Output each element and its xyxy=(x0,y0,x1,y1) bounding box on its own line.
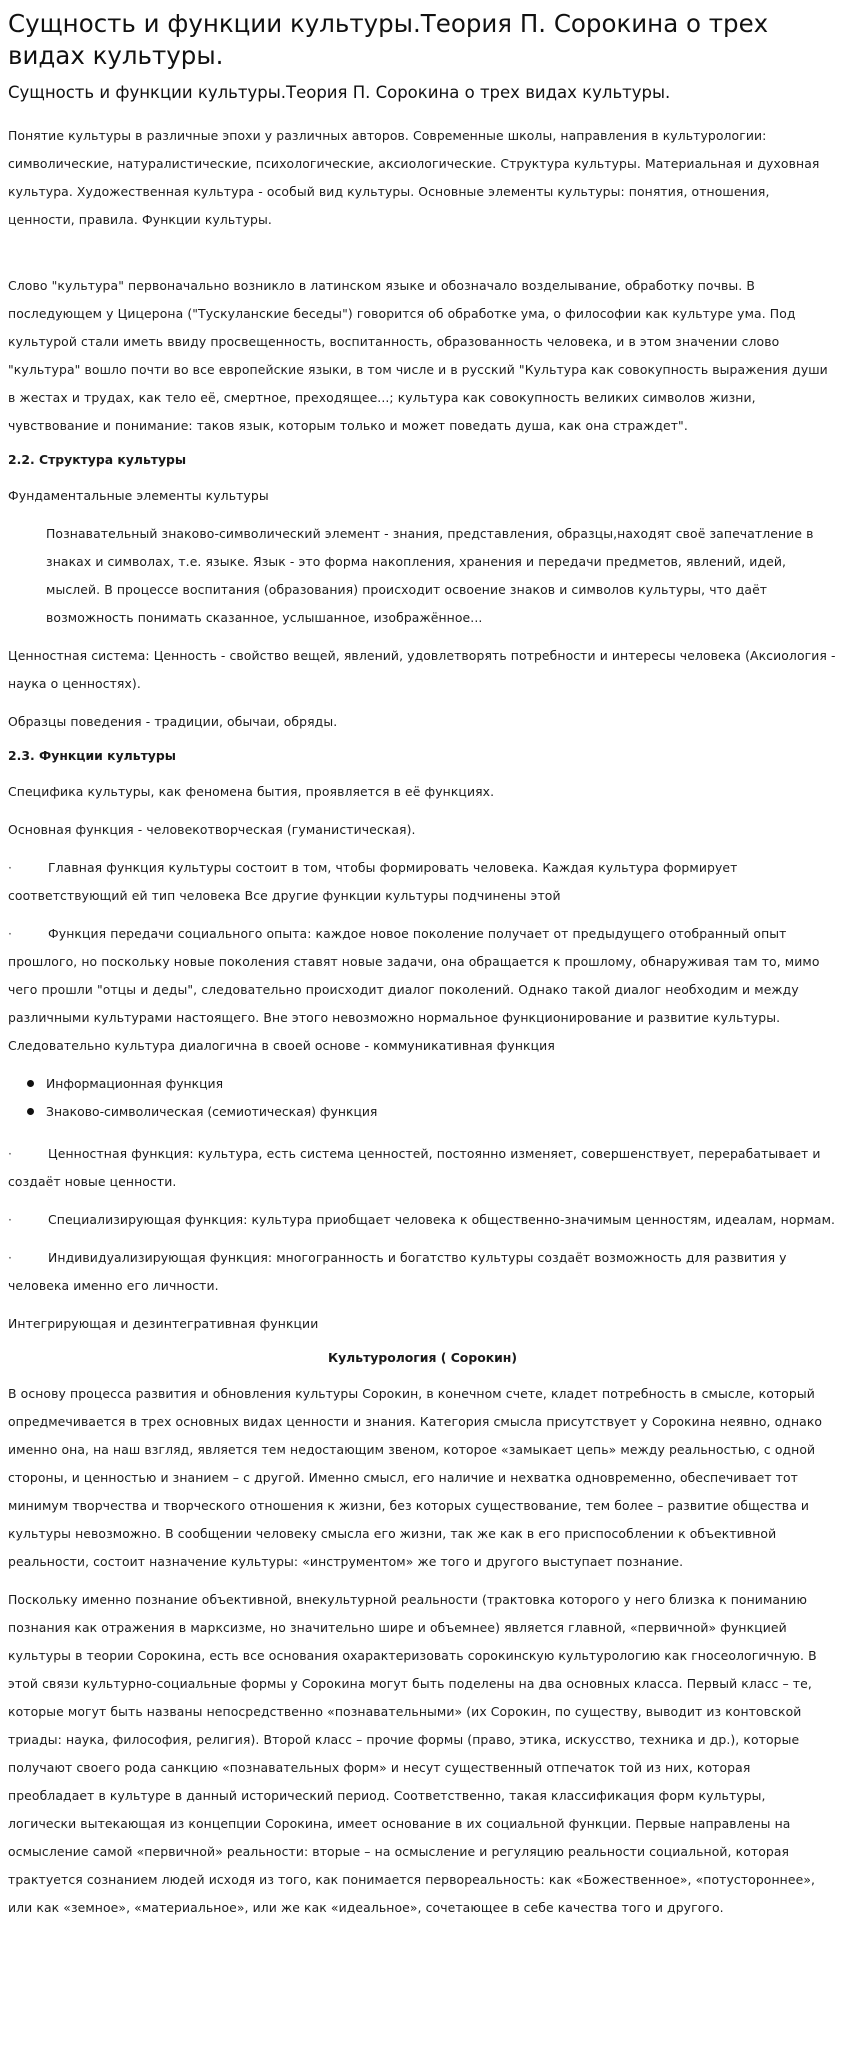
functions-bullet-list xyxy=(8,1070,837,1126)
page-subtitle: Сущность и функции культуры.Теория П. Сорокина о трех видах культуры. xyxy=(8,83,671,102)
function-transfer-text: Функция передачи социального опыта: каждое новое поколение получает от предыдущего отобранный опыт прошлого, но поскольку новые поколения ставят новые задачи, она обращается к прошлому, обнаруживая там то, мимо чего прошли "отцы и деды", следовательно происходит диалог поколений. Однако такой диалог необходим и между различными культурами настоящего. Вне этого невозможно нормальное функционирование и развитие культуры. Следовательно культура диалогична в своей основе - коммуникативная функция xyxy=(8,926,820,1053)
function-individualizing-text: Индивидуализирующая функция: многогранность и богатство культуры создаёт возможность для развития у человека именно его личности. xyxy=(8,1250,787,1293)
intro-paragraph: Понятие культуры в различные эпохи у различных авторов. Современные школы, направления в культурологии: символические, натуралистические, психологические, аксиологические. Структура культуры. Материальная и духовная культура. Художественная культура - особый вид культуры. Основные элементы культуры: понятия, отношения, ценности, правила. Функции культуры. xyxy=(8,128,820,227)
dash-marker: · xyxy=(8,1212,13,1227)
page-title: Сущность и функции культуры.Теория П. Сорокина о трех видах культуры. xyxy=(8,9,769,70)
value-system-paragraph: Ценностная система: Ценность - свойство вещей, явлений, удовлетворять потребности и интересы человека (Аксиология - наука о ценностях). xyxy=(8,648,836,691)
function-specializing-item xyxy=(8,1206,837,1234)
sorokin-paragraph-1: В основу процесса развития и обновления культуры Сорокин, в конечном счете, кладет потребность в смысле, который опредмечивается в трех основных видах ценности и знания. Категория смысла присутствует у Сорокина неявно, однако именно она, на наш взгляд, является тем недостающим звеном, которое «замыкает цепь» между реальностью, с одной стороны, и ценностью и знанием – с другой. Именно смысл, его наличие и нехватка одновременно, обеспечивает тот минимум творчества и творческого отношения к жизни, без которых существование, тем более – развитие общества и культуры невозможно. В сообщении человеку смысла его жизни, так же как в его приспособлении к объективной реальности, состоит назначение культуры: «инструментом» же того и другого выступает познание. xyxy=(8,1386,823,1569)
culturology-heading: Культурология ( Сорокин) xyxy=(327,1350,518,1365)
dash-marker: · xyxy=(8,1250,13,1265)
fundamental-elements-paragraph: Фундаментальные элементы культуры xyxy=(8,488,269,503)
main-function-paragraph: Основная функция - человекотворческая (гуманистическая). xyxy=(8,822,416,837)
function-main-text: Главная функция культуры состоит в том, чтобы формировать человека. Каждая культура формирует соответствующий ей тип человека Все другие функции культуры подчинены этой xyxy=(8,860,738,903)
cognitive-element-paragraph: Познавательный знаково-символический элемент - знания, представления, образцы,находят своё запечатление в знаках и символах, т.е. языке. Язык - это форма накопления, хранения и передачи предметов, явлений, идей, мыслей. В процессе воспитания (образования) происходит освоение знаков и символов культуры, что даёт возможность понимать сказанное, услышанное, изображённое... xyxy=(46,526,814,625)
list-item: Знаково-символическая (семиотическая) функция xyxy=(46,1098,837,1126)
function-main-item xyxy=(8,854,837,910)
integrating-paragraph: Интегрирующая и дезинтегративная функции xyxy=(8,1316,319,1331)
dash-marker: · xyxy=(8,1146,13,1161)
specifics-paragraph: Специфика культуры, как феномена бытия, проявляется в её функциях. xyxy=(8,784,495,799)
section-heading-structure: 2.2. Структура культуры xyxy=(8,452,187,467)
behavior-patterns-paragraph: Образцы поведения - традиции, обычаи, обряды. xyxy=(8,714,338,729)
word-culture-paragraph: Слово "культура" первоначально возникло в латинском языке и обозначало возделывание, обработку почвы. В последующем у Цицерона ("Тускуланские беседы") говорится об обработке ума, о философии как культуре ума. Под культурой стали иметь ввиду просвещенность, воспитанность, образованность человека, и в этом значении слово "культура" вошло почти во все европейские языки, в том числе и в русский "Культура как совокупность выражения души в жестах и трудах, как тело её, смертное, преходящее...; культура как совокупность великих символов жизни, чувствование и понимание: таков язык, которым только и может поведать душа, как она страждет". xyxy=(8,278,828,433)
list-item: Информационная функция xyxy=(46,1070,837,1098)
function-transfer-item xyxy=(8,920,837,1060)
section-heading-functions: 2.3. Функции культуры xyxy=(8,748,176,763)
dash-marker: · xyxy=(8,860,13,875)
function-value-item xyxy=(8,1140,837,1196)
dash-marker: · xyxy=(8,926,13,941)
function-individualizing-item xyxy=(8,1244,837,1300)
sorokin-paragraph-2: Поскольку именно познание объективной, внекультурной реальности (трактовка которого у него близка к пониманию познания как отражения в марксизме, но значительно шире и объемнее) является главной, «первичной» функцией культуры в теории Сорокина, есть все основания охарактеризовать сорокинскую культурологию как гносеологичную. В этой связи культурно-социальные формы у Сорокина могут быть поделены на два основных класса. Первый класс – те, которые могут быть названы непосредственно «познавательными» (их Сорокин, по существу, выводит из контовской триады: наука, философия, религия). Второй класс – прочие формы (право, этика, искусство, техника и др.), которые получают своего рода санкцию «познавательных форм» и несут существенный отпечаток той из них, которая преобладает в культуре в данный исторический период. Соответственно, такая классификация форм культуры, логически вытекающая из концепции Сорокина, имеет основание в их социальной функции. Первые направлены на осмысление самой «первичной» реальности: вторые – на осмысление и регуляцию реальности социальной, которая трактуется сознанием людей исходя из того, как понимается первореальность: как «Божественное», «потустороннее», или как «земное», «материальное», или же как «идеальное», сочетающее в себе качества того и другого. xyxy=(8,1592,817,1915)
function-specializing-text: Специализирующая функция: культура приобщает человека к общественно-значимым ценностям, идеалам, нормам. xyxy=(48,1212,836,1227)
function-value-text: Ценностная функция: культура, есть система ценностей, постоянно изменяет, совершенствует, перерабатывает и создаёт новые ценности. xyxy=(8,1146,821,1189)
